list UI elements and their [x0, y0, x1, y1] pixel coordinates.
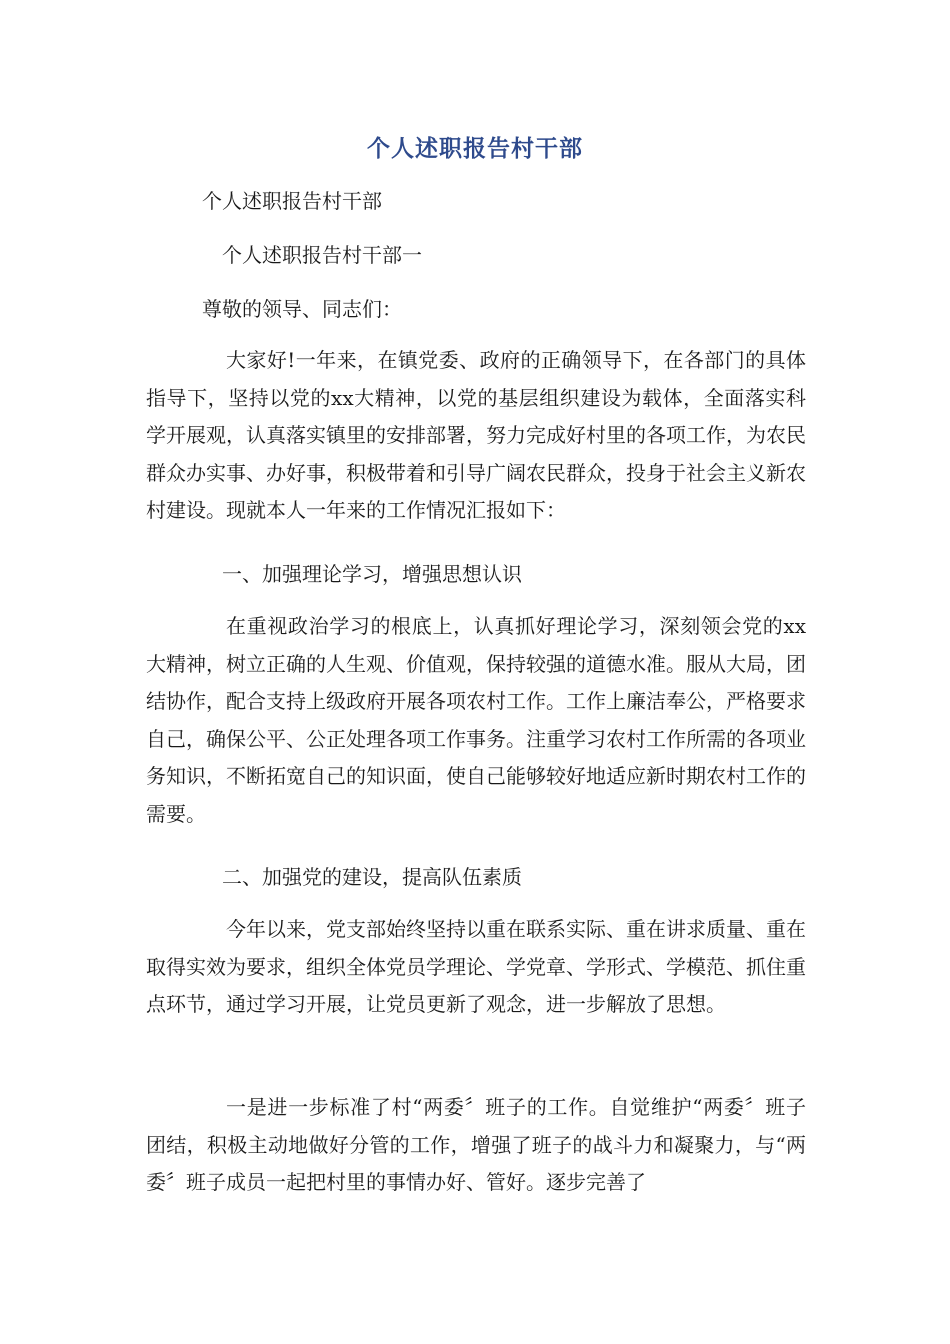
body-paragraph: 大家好!一年来，在镇党委、政府的正确领导下，在各部门的具体指导下，坚持以党的xx大精神，以党的基层组织建设为载体，全面落实科学开展观，认真落实镇里的安排部署，努力完成好村里的各项工作，为农民群众办实事、办好事，积极带着和引导广阔农民群众，投身于社会主义新农村建设。现就本人一年来的工作情况汇报如下： — [146, 348, 806, 522]
body-paragraph: 一是进一步标准了村“两委〞班子的工作。自觉维护“两委〞班子团结，积极主动地做好分管的工作，增强了班子的战斗力和凝聚力，与“两委〞班子成员一起把村里的事情办好、管好。逐步完善了 — [146, 1095, 806, 1194]
body-paragraph: 在重视政治学习的根底上，认真抓好理论学习，深刻领会党的xx大精神，树立正确的人生观、价值观，保持较强的道德水准。服从大局，团结协作，配合支持上级政府开展各项农村工作。工作上廉洁奉公，严格要求自己，确保公平、公正处理各项工作事务。注重学习农村工作所需的各项业务知识，不断拓宽自己的知识面，使自己能够较好地适应新时期农村工作的需要。 — [146, 614, 806, 826]
heading-1: 一、加强理论学习，增强思想认识 — [222, 562, 522, 586]
section-heading: 个人述职报告村干部一 — [222, 243, 422, 267]
document-title: 个人述职报告村干部 — [367, 136, 583, 162]
salutation: 尊敬的领导、同志们： — [202, 297, 402, 321]
document-subtitle: 个人述职报告村干部 — [202, 189, 382, 213]
body-paragraph: 今年以来，党支部始终坚持以重在联系实际、重在讲求质量、重在取得实效为要求，组织全体党员学理论、学党章、学形式、学模范、抓住重点环节，通过学习开展，让党员更新了观念，进一步解放了思想。 — [146, 917, 806, 1016]
heading-2: 二、加强党的建设，提高队伍素质 — [222, 865, 522, 889]
